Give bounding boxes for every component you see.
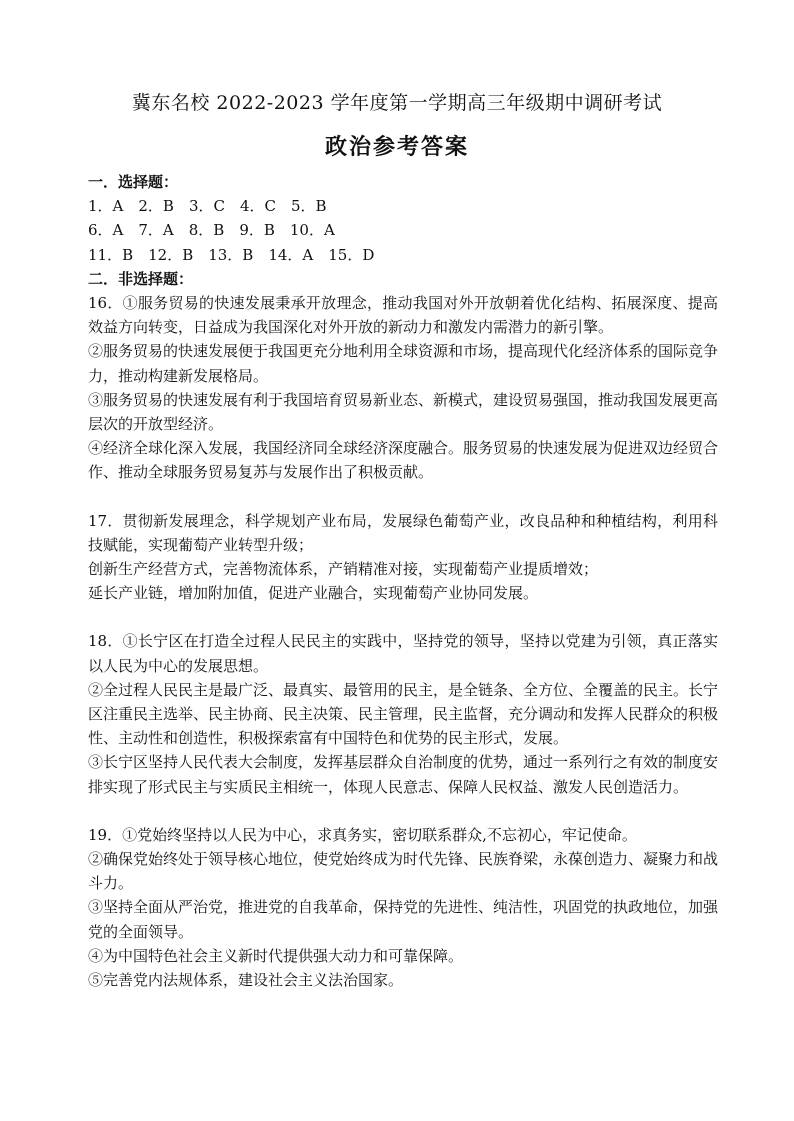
mc-answer-row: 6．A 7．A 8．B 9．B 10．A	[88, 221, 335, 240]
mc-answer-row: 11．B 12．B 13．B 14．A 15．D	[88, 245, 375, 264]
answer-paragraph: ③服务贸易的快速发展有利于我国培育贸易新业态、新模式，建设贸易强国，推动我国发展更高层次的开放型经济。	[88, 390, 719, 434]
answer-paragraph: ③坚持全面从严治党，推进党的自我革命，保持党的先进性、纯洁性，巩固党的执政地位，加强党的全面领导。	[88, 898, 719, 941]
answer-paragraph: 18．①长宁区在打造全过程人民民主的实践中，坚持党的领导，坚持以党建为引领，真正落实以人民为中心的发展思想。	[88, 632, 718, 675]
answer-paragraph: 19．①党始终坚持以人民为中心，求真务实，密切联系群众,不忘初心，牢记使命。	[88, 825, 637, 844]
document-subtitle: 政治参考答案	[324, 134, 469, 160]
answer-paragraph: ②服务贸易的快速发展便于我国更充分地利用全球资源和市场，提高现代化经济体系的国际竞争力，推动构建新发展格局。	[88, 342, 719, 385]
answer-paragraph: 创新生产经营方式，完善物流体系，产销精准对接，实现葡萄产业提质增效；	[88, 560, 599, 579]
spacer	[88, 605, 718, 629]
answer-body	[88, 170, 718, 992]
answer-paragraph: 17．贯彻新发展理念，科学规划产业布局，发展绿色葡萄产业，改良品种和种植结构，利用科技赋能，实现葡萄产业转型升级；	[88, 511, 718, 554]
spacer	[88, 799, 718, 823]
question-18-answer	[88, 629, 718, 798]
section-heading-multiple-choice: 一．选择题：	[88, 173, 179, 191]
spacer	[88, 485, 718, 509]
answer-paragraph: ④经济全球化深入发展，我国经济同全球经济深度融合。服务贸易的快速发展为促进双边经贸合作、推动全球服务贸易复苏与发展作出了积极贡献。	[88, 439, 719, 482]
answer-paragraph: ②全过程人民民主是最广泛、最真实、最管用的民主，是全链条、全方位、全覆盖的民主。长宁区注重民主选举、民主协商、民主决策、民主管理，民主监督，充分调动和发挥人民群众的积极性、主动性和创造性，积极探索富有中国特色和优势的民主形式，发展。	[88, 680, 719, 748]
answer-paragraph: ②确保党始终处于领导核心地位，使党始终成为时代先锋、民族脊梁，永葆创造力、凝聚力和战斗力。	[88, 850, 719, 893]
answer-paragraph: 延长产业链，增加附加值，促进产业融合，实现葡萄产业协同发展。	[88, 584, 539, 603]
mc-answer-row: 1．A 2．B 3．C 4．C 5．B	[88, 197, 327, 216]
document-title: 冀东名校 2022-2023 学年度第一学期高三年级期中调研考试	[131, 92, 663, 114]
question-17-answer	[88, 509, 718, 606]
answer-paragraph: 16．①服务贸易的快速发展秉承开放理念，推动我国对外开放朝着优化结构、拓展深度、提高效益方向转变，日益成为我国深化对外开放的新动力和激发内需潜力的新引擎。	[88, 294, 718, 337]
question-19-answer	[88, 823, 718, 992]
answer-paragraph: ④为中国特色社会主义新时代提供强大动力和可靠保障。	[88, 946, 464, 965]
answer-paragraph: ③长宁区坚持人民代表大会制度，发挥基层群众自治制度的优势，通过一系列行之有效的制度安排实现了形式民主与实质民主相统一，体现人民意志、保障人民权益、激发人民创造活力。	[88, 753, 719, 796]
answer-paragraph: ⑤完善党内法规体系，建设社会主义法治国家。	[88, 971, 404, 990]
section-heading-non-choice: 二．非选择题：	[88, 269, 194, 288]
question-16-answer	[88, 291, 718, 485]
